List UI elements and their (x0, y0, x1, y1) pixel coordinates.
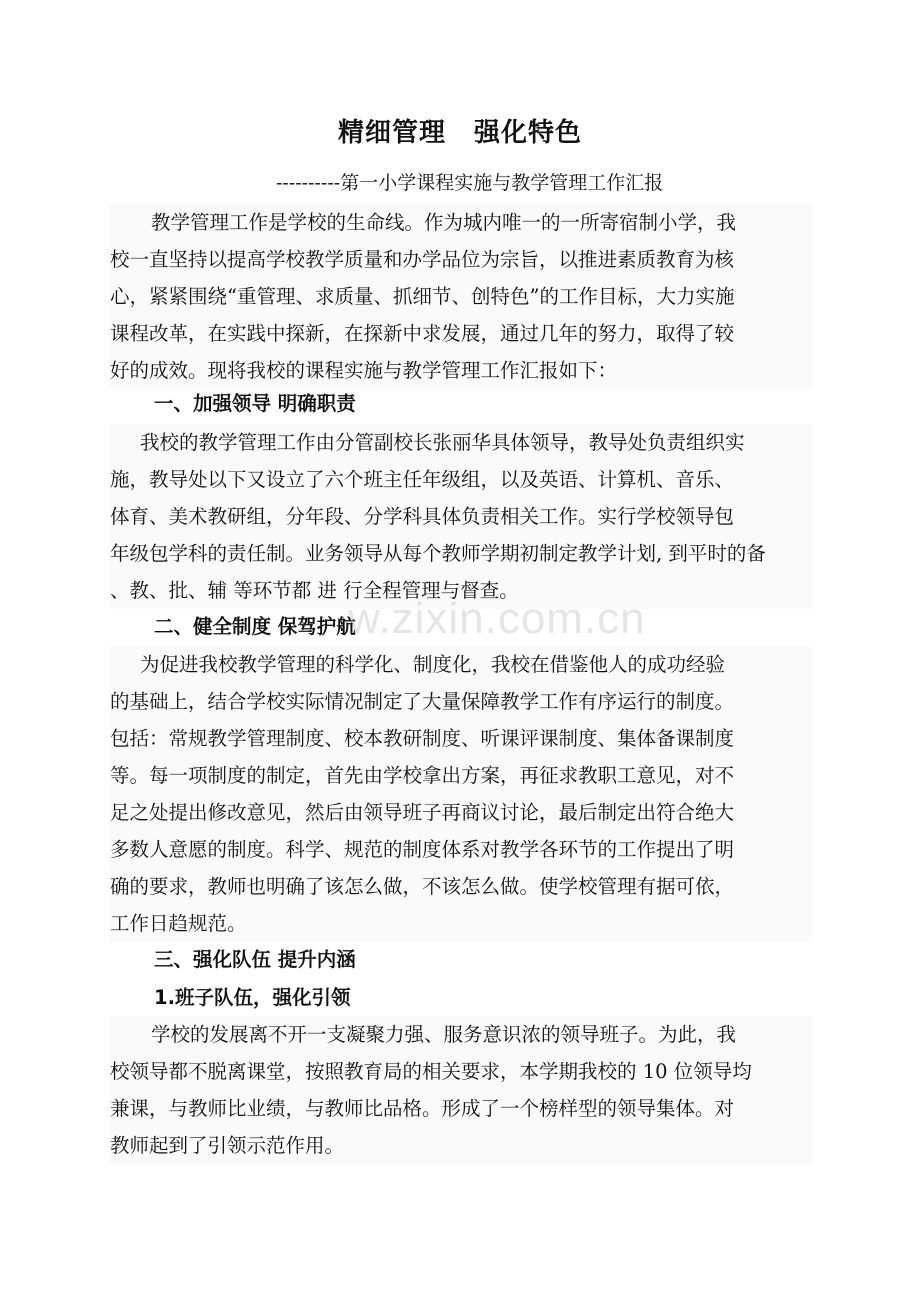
intro-line: 课程改革，在实践中探新，在探新中求发展，通过几年的努力，取得了较 (110, 322, 735, 345)
intro-paragraph (110, 204, 812, 389)
section-1-paragraph (110, 424, 812, 609)
intro-line: 校一直坚持以提高学校教学质量和办学品位为宗旨，以推进素质教育为核 (110, 248, 735, 271)
title-part-1: 精细管理 (337, 118, 446, 148)
section-1-line: 、教、批、辅 等环节都 进 行全程管理与督查。 (110, 579, 519, 602)
subsection-heading-3-1: 1.班子队伍，强化引领 (154, 986, 351, 1009)
title-part-2: 强化特色 (474, 118, 583, 148)
watermark: w.zixin.com.cn (348, 594, 646, 643)
section-2-line: 为促进我校教学管理的科学化、制度化，我校在借鉴他人的成功经验 (140, 653, 726, 676)
section-2-line: 确的要求，教师也明确了该怎么做，不该怎么做。使学校管理有据可依， (110, 875, 735, 898)
intro-line: 好的成效。现将我校的课程实施与教学管理工作汇报如下： (110, 359, 618, 382)
section-2-line: 多数人意愿的制度。科学、规范的制度体系对教学各环节的工作提出了明 (110, 838, 735, 861)
section-3-paragraph (110, 1016, 812, 1164)
section-2-line: 的基础上，结合学校实际情况制定了大量保障教学工作有序运行的制度。 (110, 690, 735, 713)
section-1-line: 体育、美术教研组，分年段、分学科具体负责相关工作。实行学校领导包 (110, 505, 735, 528)
section-heading-3: 三、强化队伍 提升内涵 (154, 948, 356, 971)
intro-line: 教学管理工作是学校的生命线。作为城内唯一的一所寄宿制小学，我 (151, 211, 737, 234)
section-heading-1: 一、加强领导 明确职责 (154, 392, 356, 415)
section-1-line: 我校的教学管理工作由分管副校长张丽华具体领导，教导处负责组织实 (140, 431, 745, 454)
section-1-line: 年级包学科的责任制。业务领导从每个教师学期初制定教学计划, 到平时的备 (110, 542, 766, 565)
section-2-line: 包括：常规教学管理制度、校本教研制度、听课评课制度、集体备课制度 (110, 727, 735, 750)
section-2-line: 等。每一项制度的制定，首先由学校拿出方案，再征求教职工意见，对不 (110, 764, 735, 787)
intro-line: 心，紧紧围绕“重管理、求质量、抓细节、创特色”的工作目标，大力实施 (110, 285, 735, 308)
section-3-line: 教师起到了引领示范作用。 (110, 1134, 345, 1157)
section-3-line: 学校的发展离不开一支凝聚力强、服务意识浓的领导班子。为此，我 (151, 1023, 737, 1046)
section-2-line: 工作日趋规范。 (110, 912, 247, 935)
section-2-line: 足之处提出修改意见，然后由领导班子再商议讨论，最后制定出符合绝大 (110, 801, 735, 824)
section-1-line: 施，教导处以下又设立了六个班主任年级组，以及英语、计算机、音乐、 (110, 468, 735, 491)
section-heading-2: 二、健全制度 保驾护航 (154, 615, 356, 638)
document-subtitle: ----------第一小学课程实施与教学管理工作汇报 (276, 172, 664, 194)
document-title (0, 112, 920, 149)
section-3-line: 校领导都不脱离课堂，按照教育局的相关要求，本学期我校的 10 位领导均 (110, 1060, 752, 1083)
section-2-paragraph (110, 646, 812, 942)
section-3-line: 兼课，与教师比业绩，与教师比品格。形成了一个榜样型的领导集体。对 (110, 1097, 735, 1120)
